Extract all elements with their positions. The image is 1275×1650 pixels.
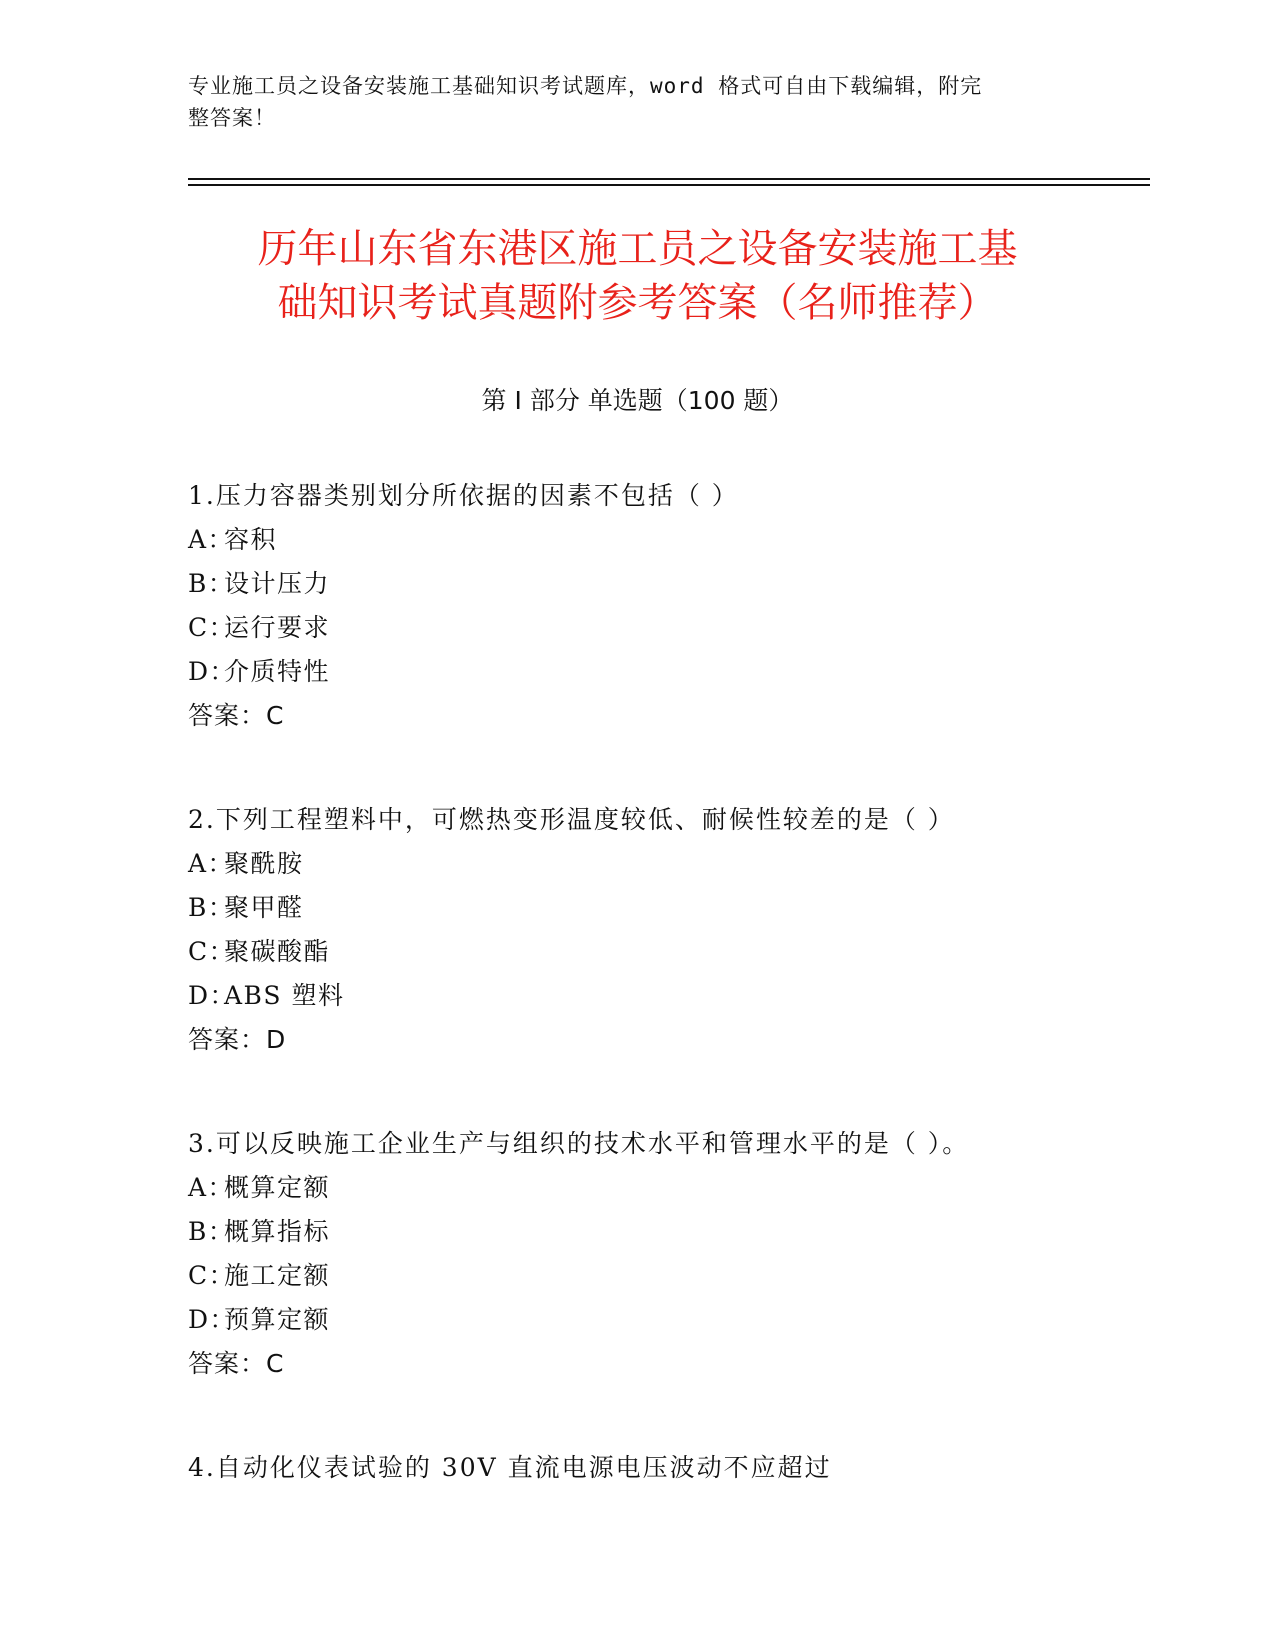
- option-text: 聚碳酸酯: [224, 937, 331, 966]
- header-note-line-2: 整答案！: [188, 106, 276, 130]
- option-letter: B：: [188, 569, 235, 598]
- question-3: [188, 1122, 1148, 1386]
- option-b: [188, 1210, 1148, 1254]
- question-2: [188, 798, 1148, 1062]
- option-text: 设计压力: [224, 569, 331, 598]
- option-d: [188, 650, 1148, 694]
- option-text: 施工定额: [224, 1261, 331, 1290]
- option-text: ABS 塑料: [224, 981, 345, 1010]
- option-letter: D：: [188, 1305, 237, 1334]
- option-a: [188, 842, 1148, 886]
- question-4: [188, 1446, 1148, 1490]
- option-text: 聚甲醛: [224, 893, 304, 922]
- option-letter: C：: [188, 937, 236, 966]
- question-stem: 3.可以反映施工企业生产与组织的技术水平和管理水平的是（ ）。: [188, 1129, 970, 1158]
- document-title-line-1: 历年山东省东港区施工员之设备安装施工基: [257, 226, 1018, 272]
- answer-line: 答案：D: [188, 1025, 287, 1054]
- header-note: [188, 70, 1068, 134]
- header-divider-top: [188, 178, 1150, 180]
- header-note-line-1: 专业施工员之设备安装施工基础知识考试题库，word 格式可自由下载编辑，附完: [188, 74, 983, 98]
- option-b: [188, 562, 1148, 606]
- header-divider-bottom: [188, 184, 1150, 186]
- option-letter: C：: [188, 613, 236, 642]
- option-letter: D：: [188, 657, 237, 686]
- option-a: [188, 1166, 1148, 1210]
- question-stem: 1.压力容器类别划分所依据的因素不包括（ ）: [188, 481, 739, 510]
- answer-line: 答案：C: [188, 701, 285, 730]
- document-title: [150, 222, 1125, 330]
- option-d: [188, 974, 1148, 1018]
- question-list: [188, 474, 1148, 1550]
- option-text: 聚酰胺: [224, 849, 304, 878]
- option-letter: A：: [188, 849, 235, 878]
- option-text: 运行要求: [224, 613, 331, 642]
- option-d: [188, 1298, 1148, 1342]
- question-stem: 2.下列工程塑料中，可燃热变形温度较低、耐候性较差的是（ ）: [188, 805, 955, 834]
- option-letter: C：: [188, 1261, 236, 1290]
- option-c: [188, 930, 1148, 974]
- question-1: [188, 474, 1148, 738]
- option-letter: B：: [188, 1217, 235, 1246]
- section-title: 第 I 部分 单选题（100 题）: [481, 386, 794, 415]
- option-text: 概算指标: [224, 1217, 331, 1246]
- option-c: [188, 606, 1148, 650]
- option-letter: D：: [188, 981, 237, 1010]
- option-letter: A：: [188, 525, 235, 554]
- option-letter: B：: [188, 893, 235, 922]
- option-text: 介质特性: [224, 657, 331, 686]
- answer-line: 答案：C: [188, 1349, 285, 1378]
- option-text: 容积: [224, 525, 278, 554]
- option-text: 概算定额: [224, 1173, 331, 1202]
- option-b: [188, 886, 1148, 930]
- option-c: [188, 1254, 1148, 1298]
- question-stem: 4.自动化仪表试验的 30V 直流电源电压波动不应超过: [188, 1453, 832, 1482]
- document-title-line-2: 础知识考试真题附参考答案（名师推荐）: [277, 280, 998, 326]
- option-text: 预算定额: [224, 1305, 331, 1334]
- option-a: [188, 518, 1148, 562]
- option-letter: A：: [188, 1173, 235, 1202]
